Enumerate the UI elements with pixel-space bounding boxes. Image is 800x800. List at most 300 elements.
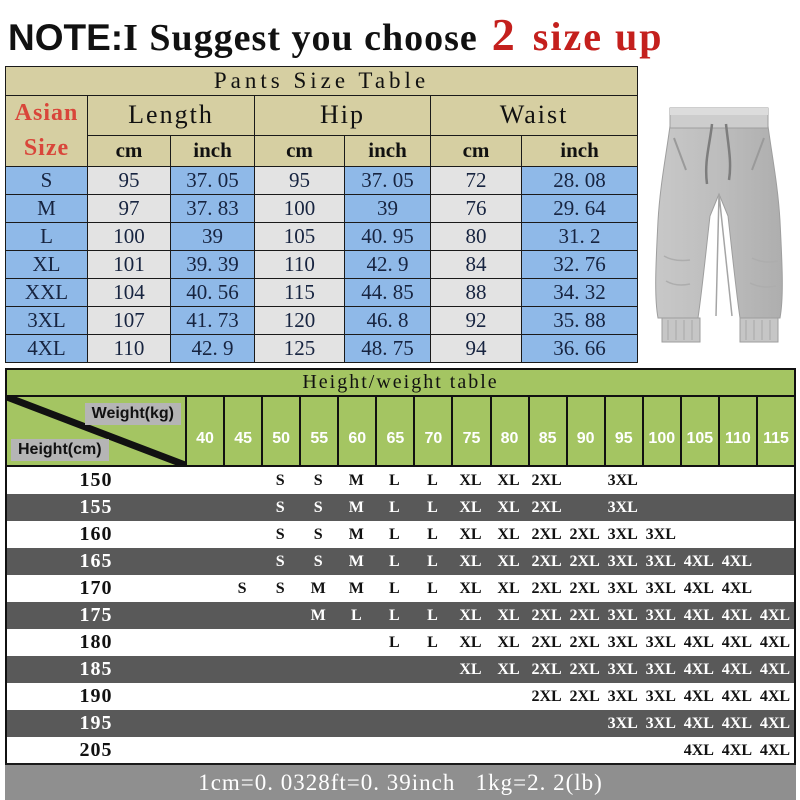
height-axis-label: Height(cm) [11, 439, 109, 461]
size-value-cell: S [313, 471, 323, 489]
empty-cell [223, 683, 261, 710]
height-weight-row [7, 521, 794, 548]
weight-column-header: 65 [375, 397, 413, 465]
size-value-cell: XL [459, 606, 482, 624]
size-value-cell: L [427, 552, 438, 570]
empty-cell [413, 737, 451, 764]
size-value-cell: XL [459, 525, 482, 543]
measurement-cell: 28. 08 [522, 166, 638, 194]
pants-table-subheader-row [6, 135, 638, 166]
size-value-cell: L [389, 471, 400, 489]
empty-cell [566, 737, 604, 764]
height-weight-body [7, 467, 794, 764]
measurement-cell: 37. 05 [171, 166, 255, 194]
weight-column-header: 105 [680, 397, 718, 465]
note-banner [8, 8, 800, 62]
measurement-cell: 29. 64 [522, 194, 638, 222]
size-value-cell: L [427, 525, 438, 543]
size-cell: 3XL [6, 306, 88, 334]
size-value-cell: 4XL [759, 606, 791, 624]
unit-header: cm [431, 135, 522, 166]
empty-cell [223, 467, 261, 494]
size-value-cell: S [237, 579, 247, 597]
size-value-cell: 2XL [569, 606, 600, 624]
size-value-cell: 2XL [569, 525, 600, 543]
empty-cell [718, 521, 756, 548]
empty-cell [261, 737, 299, 764]
measurement-cell: 48. 75 [345, 334, 431, 362]
size-value-cell: 4XL [759, 687, 791, 705]
measurement-cell: 37. 83 [171, 194, 255, 222]
empty-cell [642, 467, 680, 494]
size-value-cell: 3XL [645, 687, 676, 705]
height-weight-row [7, 656, 794, 683]
measurement-cell: 40. 56 [171, 278, 255, 306]
pants-table-row [6, 250, 638, 278]
empty-cell [490, 710, 528, 737]
size-cell: M [6, 194, 88, 222]
measurement-cell: 125 [255, 334, 345, 362]
size-value-cell: 3XL [645, 579, 676, 597]
empty-cell [337, 737, 375, 764]
empty-cell [185, 575, 223, 602]
measurement-cell: 84 [431, 250, 522, 278]
size-value-cell: 2XL [531, 498, 562, 516]
product-image-pants [640, 66, 798, 362]
size-value-cell: 2XL [531, 606, 562, 624]
size-value-cell: 2XL [531, 552, 562, 570]
size-value-cell: S [313, 552, 323, 570]
measurement-cell: 41. 73 [171, 306, 255, 334]
size-value-cell: M [348, 471, 364, 489]
measurement-cell: 105 [255, 222, 345, 250]
weight-column-header: 115 [756, 397, 794, 465]
size-value-cell: 3XL [607, 552, 638, 570]
pants-table-row [6, 334, 638, 362]
weight-column-header: 40 [185, 397, 223, 465]
measurement-cell: 107 [88, 306, 171, 334]
size-value-cell: XL [459, 633, 482, 651]
size-value-cell: 4XL [721, 579, 753, 597]
height-label: 185 [79, 658, 113, 680]
size-value-cell: 3XL [645, 660, 676, 678]
height-weight-row [7, 710, 794, 737]
size-value-cell: XL [497, 525, 520, 543]
size-value-cell: 3XL [645, 525, 676, 543]
size-value-cell: XL [459, 579, 482, 597]
size-value-cell: L [427, 498, 438, 516]
empty-cell [223, 494, 261, 521]
empty-cell [756, 575, 794, 602]
empty-cell [756, 548, 794, 575]
size-value-cell: XL [497, 660, 520, 678]
size-value-cell: 2XL [531, 579, 562, 597]
size-value-cell: S [275, 525, 285, 543]
size-value-cell: XL [497, 471, 520, 489]
size-value-cell: 4XL [683, 687, 714, 705]
measurement-cell: 37. 05 [345, 166, 431, 194]
size-value-cell: L [389, 552, 400, 570]
weight-column-header: 110 [718, 397, 756, 465]
size-value-cell: 2XL [531, 687, 562, 705]
measurement-cell: 104 [88, 278, 171, 306]
pants-size-table [5, 66, 638, 363]
measurement-cell: 39 [345, 194, 431, 222]
height-weight-row [7, 494, 794, 521]
size-value-cell: 4XL [683, 714, 714, 732]
measurement-cell: 40. 95 [345, 222, 431, 250]
empty-cell [337, 683, 375, 710]
size-value-cell: 4XL [721, 633, 753, 651]
size-value-cell: 4XL [721, 552, 753, 570]
empty-cell [756, 494, 794, 521]
empty-cell [680, 467, 718, 494]
size-value-cell: 3XL [645, 606, 676, 624]
empty-cell [185, 494, 223, 521]
waist-header: Waist [431, 96, 638, 136]
unit-header: cm [255, 135, 345, 166]
size-cell: 4XL [6, 334, 88, 362]
size-value-cell: 3XL [607, 579, 638, 597]
axis-corner-cell [7, 397, 185, 465]
empty-cell [680, 521, 718, 548]
measurement-cell: 31. 2 [522, 222, 638, 250]
empty-cell [299, 710, 337, 737]
pants-table-row [6, 306, 638, 334]
measurement-cell: 80 [431, 222, 522, 250]
size-value-cell: 4XL [759, 741, 791, 759]
empty-cell [604, 737, 642, 764]
size-value-cell: 2XL [569, 660, 600, 678]
empty-cell [185, 602, 223, 629]
height-weight-header [7, 397, 794, 467]
unit-header: inch [171, 135, 255, 166]
pants-table-row [6, 166, 638, 194]
size-up-count: 2 [491, 9, 515, 60]
size-value-cell: L [389, 525, 400, 543]
size-value-cell: M [348, 498, 364, 516]
conversion-text: 1cm=0. 0328ft=0. 39inch 1kg=2. 2(lb) [198, 769, 603, 795]
measurement-cell: 110 [88, 334, 171, 362]
size-value-cell: 2XL [569, 687, 600, 705]
measurement-cell: 32. 76 [522, 250, 638, 278]
size-value-cell: 3XL [645, 714, 676, 732]
measurement-cell: 72 [431, 166, 522, 194]
size-value-cell: XL [497, 498, 520, 516]
empty-cell [375, 683, 413, 710]
empty-cell [642, 737, 680, 764]
size-cell: L [6, 222, 88, 250]
measurement-cell: 100 [88, 222, 171, 250]
empty-cell [299, 656, 337, 683]
size-value-cell: 3XL [607, 606, 638, 624]
size-value-cell: M [348, 525, 364, 543]
measurement-cell: 39 [171, 222, 255, 250]
empty-cell [680, 494, 718, 521]
note-label: NOTE: [8, 17, 124, 58]
empty-cell [261, 629, 299, 656]
empty-cell [566, 494, 604, 521]
size-value-cell: XL [497, 606, 520, 624]
weight-column-header: 45 [223, 397, 261, 465]
empty-cell [756, 467, 794, 494]
measurement-cell: 92 [431, 306, 522, 334]
size-value-cell: S [275, 552, 285, 570]
empty-cell [261, 602, 299, 629]
pants-table-title-row [6, 67, 638, 96]
height-label: 180 [79, 631, 113, 653]
empty-cell [185, 629, 223, 656]
measurement-cell: 34. 32 [522, 278, 638, 306]
measurement-cell: 100 [255, 194, 345, 222]
size-value-cell: 2XL [531, 525, 562, 543]
empty-cell [642, 494, 680, 521]
size-value-cell: L [389, 606, 400, 624]
measurement-cell: 95 [255, 166, 345, 194]
unit-header: cm [88, 135, 171, 166]
empty-cell [299, 629, 337, 656]
empty-cell [375, 656, 413, 683]
height-label: 205 [79, 739, 113, 761]
size-value-cell: 4XL [683, 633, 714, 651]
height-weight-row [7, 575, 794, 602]
size-value-cell: 3XL [645, 552, 676, 570]
empty-cell [299, 683, 337, 710]
measurement-cell: 44. 85 [345, 278, 431, 306]
size-value-cell: 4XL [721, 714, 753, 732]
measurement-cell: 97 [88, 194, 171, 222]
empty-cell [299, 737, 337, 764]
size-value-cell: 3XL [607, 660, 638, 678]
empty-cell [337, 629, 375, 656]
empty-cell [413, 683, 451, 710]
size-value-cell: 3XL [607, 633, 638, 651]
measurement-cell: 42. 9 [345, 250, 431, 278]
empty-cell [718, 467, 756, 494]
height-weight-row [7, 548, 794, 575]
empty-cell [451, 683, 489, 710]
size-value-cell: XL [459, 498, 482, 516]
empty-cell [223, 710, 261, 737]
measurement-cell: 110 [255, 250, 345, 278]
empty-cell [337, 656, 375, 683]
weight-column-header: 55 [299, 397, 337, 465]
size-value-cell: L [427, 471, 438, 489]
empty-cell [223, 656, 261, 683]
pants-table-body [6, 166, 638, 362]
measurement-cell: 101 [88, 250, 171, 278]
size-value-cell: S [275, 579, 285, 597]
size-value-cell: 2XL [531, 660, 562, 678]
empty-cell [718, 494, 756, 521]
size-value-cell: L [389, 633, 400, 651]
empty-cell [261, 656, 299, 683]
measurement-cell: 120 [255, 306, 345, 334]
empty-cell [451, 710, 489, 737]
size-up-text: size up [532, 14, 664, 59]
height-label: 155 [79, 496, 113, 518]
empty-cell [185, 710, 223, 737]
empty-cell [185, 656, 223, 683]
weight-column-header: 85 [528, 397, 566, 465]
pants-table-row [6, 222, 638, 250]
empty-cell [490, 737, 528, 764]
empty-cell [185, 467, 223, 494]
measurement-cell: 88 [431, 278, 522, 306]
asian-size-line1: Asian [14, 100, 79, 126]
empty-cell [375, 737, 413, 764]
height-weight-row [7, 467, 794, 494]
height-weight-row [7, 737, 794, 764]
asian-size-line2: Size [23, 134, 70, 161]
measurement-cell: 94 [431, 334, 522, 362]
empty-cell [756, 521, 794, 548]
weight-column-header: 95 [604, 397, 642, 465]
size-value-cell: L [350, 606, 362, 624]
size-value-cell: L [389, 498, 400, 516]
note-message: I Suggest you choose [123, 17, 478, 59]
weight-column-header: 100 [642, 397, 680, 465]
size-value-cell: 4XL [683, 579, 714, 597]
size-value-cell: XL [497, 579, 520, 597]
size-value-cell: 4XL [759, 633, 791, 651]
weight-axis-label: Weight(kg) [85, 403, 181, 425]
empty-cell [185, 548, 223, 575]
size-value-cell: S [275, 471, 285, 489]
unit-header: inch [522, 135, 638, 166]
pants-table-title: Pants Size Table [6, 67, 638, 96]
size-value-cell: 3XL [645, 633, 676, 651]
height-weight-title: Height/weight table [7, 370, 794, 397]
height-weight-row [7, 602, 794, 629]
measurement-cell: 36. 66 [522, 334, 638, 362]
height-label: 160 [79, 523, 113, 545]
empty-cell [223, 548, 261, 575]
unit-header: inch [345, 135, 431, 166]
asian-size-header [6, 96, 88, 167]
empty-cell [566, 710, 604, 737]
empty-cell [528, 710, 566, 737]
size-value-cell: 2XL [569, 633, 600, 651]
size-value-cell: S [313, 525, 323, 543]
size-value-cell: S [275, 498, 285, 516]
weight-column-header: 90 [566, 397, 604, 465]
size-value-cell: 3XL [607, 525, 638, 543]
empty-cell [337, 710, 375, 737]
empty-cell [566, 467, 604, 494]
weight-column-header: 70 [413, 397, 451, 465]
weight-column-header: 50 [261, 397, 299, 465]
height-label: 190 [79, 685, 113, 707]
size-value-cell: 4XL [759, 660, 791, 678]
empty-cell [185, 737, 223, 764]
empty-cell [261, 710, 299, 737]
size-value-cell: 3XL [607, 498, 638, 516]
pants-table-group-row [6, 96, 638, 136]
size-cell: XXL [6, 278, 88, 306]
measurement-cell: 35. 88 [522, 306, 638, 334]
size-value-cell: 3XL [607, 471, 638, 489]
jogger-pants-graphic [640, 66, 798, 362]
height-label: 195 [79, 712, 113, 734]
weight-column-header: 80 [490, 397, 528, 465]
empty-cell [490, 683, 528, 710]
size-value-cell: 4XL [721, 741, 753, 759]
empty-cell [413, 710, 451, 737]
size-value-cell: 2XL [569, 579, 600, 597]
height-weight-table [5, 368, 796, 766]
size-value-cell: 4XL [721, 606, 753, 624]
size-value-cell: 4XL [721, 687, 753, 705]
size-value-cell: L [427, 606, 438, 624]
empty-cell [223, 629, 261, 656]
empty-cell [185, 521, 223, 548]
hip-header: Hip [255, 96, 431, 136]
size-value-cell: M [310, 606, 326, 624]
height-label: 165 [79, 550, 113, 572]
empty-cell [528, 737, 566, 764]
size-value-cell: XL [497, 552, 520, 570]
weight-column-header: 75 [451, 397, 489, 465]
empty-cell [261, 683, 299, 710]
height-label: 170 [79, 577, 113, 599]
size-value-cell: L [389, 579, 400, 597]
size-value-cell: 4XL [721, 660, 753, 678]
length-header: Length [88, 96, 255, 136]
size-value-cell: 4XL [683, 552, 714, 570]
size-value-cell: 4XL [683, 660, 714, 678]
size-value-cell: XL [459, 660, 482, 678]
pants-table-row [6, 194, 638, 222]
size-value-cell: 2XL [569, 552, 600, 570]
size-value-cell: XL [497, 633, 520, 651]
measurement-cell: 46. 8 [345, 306, 431, 334]
measurement-cell: 95 [88, 166, 171, 194]
size-value-cell: S [313, 498, 323, 516]
size-value-cell: 3XL [607, 687, 638, 705]
empty-cell [223, 737, 261, 764]
measurement-cell: 39. 39 [171, 250, 255, 278]
size-value-cell: M [348, 552, 364, 570]
height-weight-row [7, 683, 794, 710]
size-value-cell: 4XL [759, 714, 791, 732]
empty-cell [413, 656, 451, 683]
size-value-cell: 4XL [683, 741, 714, 759]
height-weight-row [7, 629, 794, 656]
size-value-cell: L [427, 579, 438, 597]
conversion-footer [5, 763, 796, 800]
weight-column-header: 60 [337, 397, 375, 465]
size-value-cell: L [427, 633, 438, 651]
size-value-cell: XL [459, 471, 482, 489]
empty-cell [223, 521, 261, 548]
height-label: 175 [79, 604, 113, 626]
size-value-cell: 2XL [531, 633, 562, 651]
measurement-cell: 115 [255, 278, 345, 306]
empty-cell [451, 737, 489, 764]
empty-cell [223, 602, 261, 629]
size-value-cell: M [348, 579, 364, 597]
empty-cell [375, 710, 413, 737]
size-value-cell: M [310, 579, 326, 597]
measurement-cell: 42. 9 [171, 334, 255, 362]
empty-cell [185, 683, 223, 710]
size-value-cell: 3XL [607, 714, 638, 732]
size-value-cell: XL [459, 552, 482, 570]
height-label: 150 [79, 469, 113, 491]
measurement-cell: 76 [431, 194, 522, 222]
pants-table-row [6, 278, 638, 306]
